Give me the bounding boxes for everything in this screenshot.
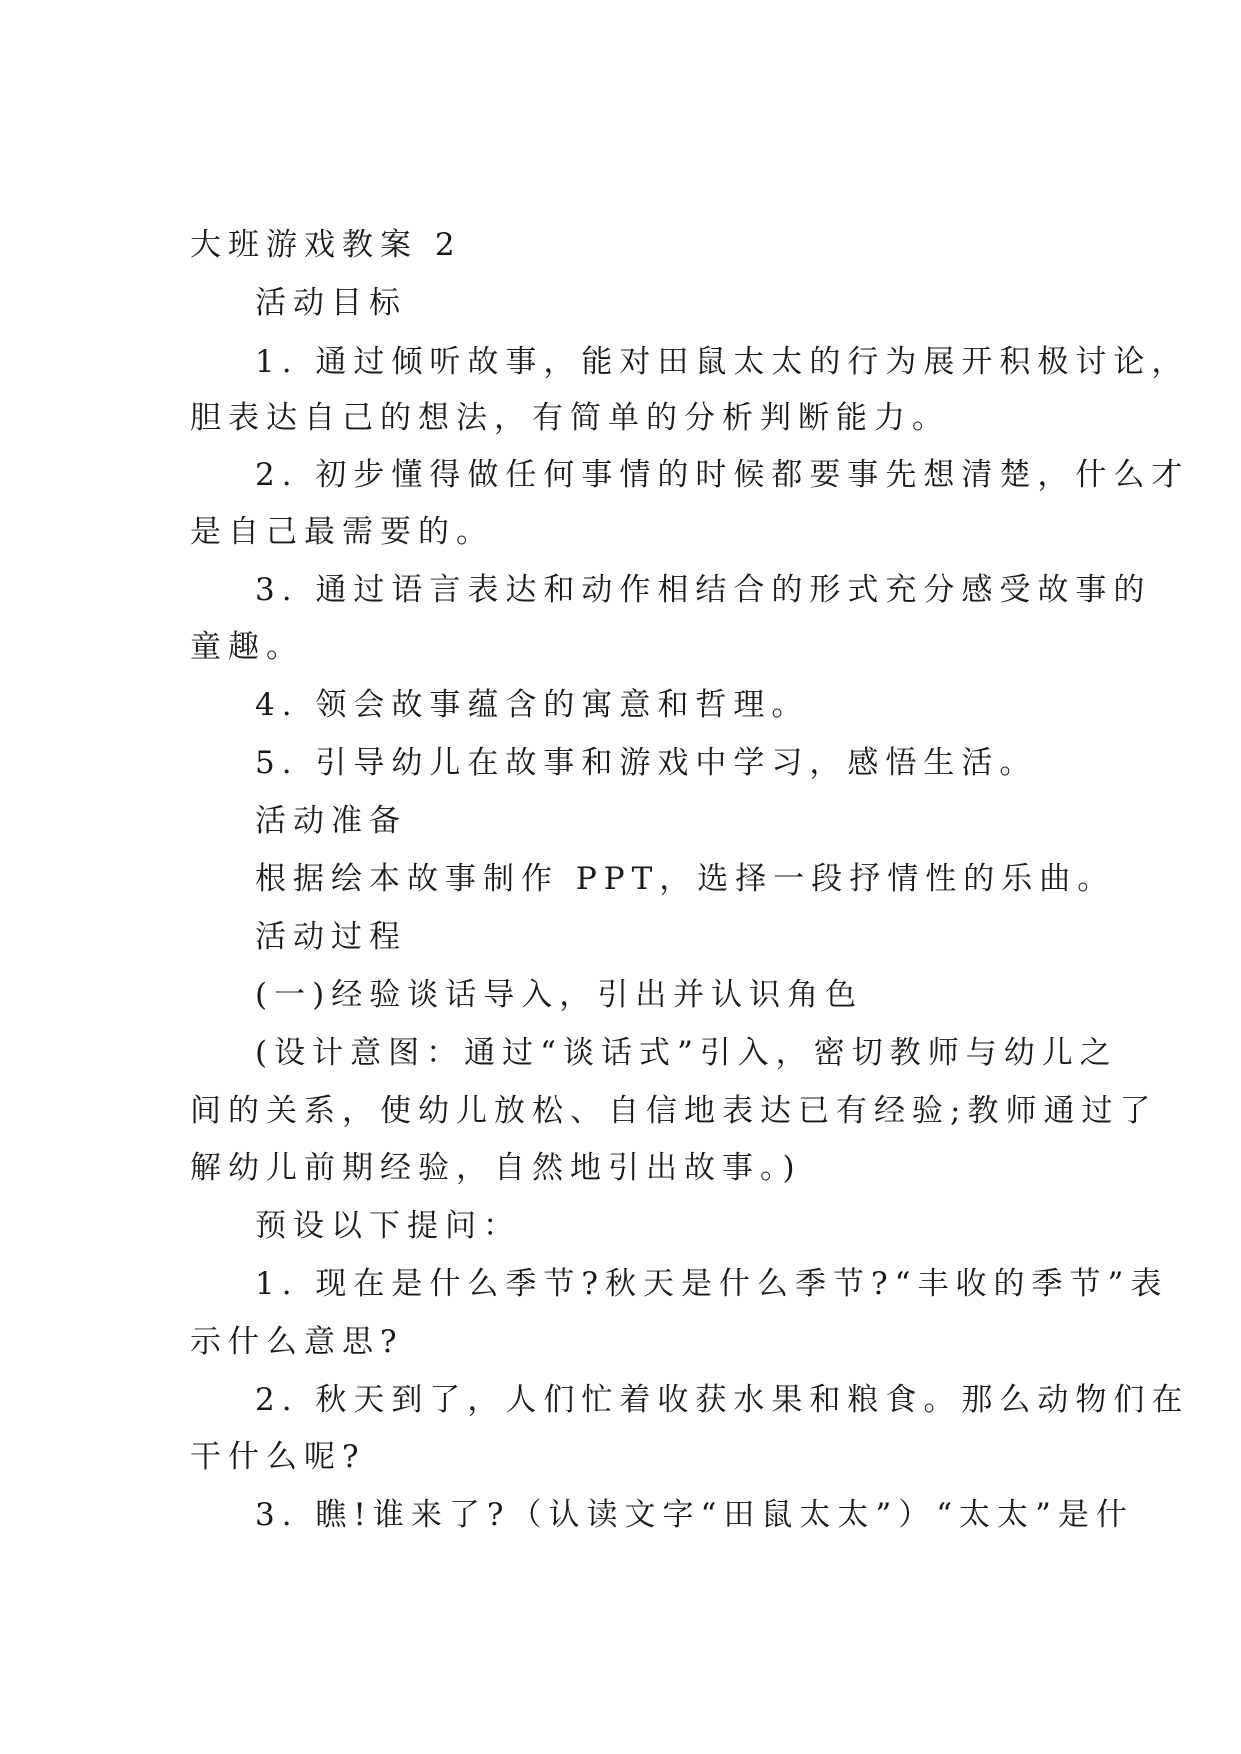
paragraph-line: 1. 通过倾听故事，能对田鼠太太的行为展开积极讨论， [255,344,1190,380]
heading-activity-preparation: 活动准备 [255,803,407,839]
subheading-line: (一)经验谈话导入，引出并认识角色 [255,977,864,1013]
paragraph-line: 2. 初步懂得做任何事情的时候都要事先想清楚，什么才 [255,457,1190,493]
paragraph-line: 是自己最需要的。 [190,514,494,550]
paragraph-line: 4. 领会故事蕴含的寓意和哲理。 [255,687,810,723]
paragraph-line: 根据绘本故事制作 PPT，选择一段抒情性的乐曲。 [255,861,1116,897]
heading-activity-process: 活动过程 [255,919,407,955]
paragraph-line: 1. 现在是什么季节?秋天是什么季节?“丰收的季节”表 [255,1266,1169,1302]
paragraph-line: 解幼儿前期经验，自然地引出故事。) [190,1150,802,1186]
paragraph-line: 示什么意思? [190,1324,404,1360]
paragraph-line: 3. 通过语言表达和动作相结合的形式充分感受故事的 [255,572,1152,608]
paragraph-line: (设计意图：通过“谈话式”引入，密切教师与幼儿之 [255,1035,1118,1071]
paragraph-line: 5. 引导幼儿在故事和游戏中学习，感悟生活。 [255,745,1038,781]
paragraph-line: 童趣。 [190,629,304,665]
paragraph-line: 胆表达自己的想法，有简单的分析判断能力。 [190,400,950,436]
heading-activity-goals: 活动目标 [255,285,407,321]
paragraph-line: 间的关系，使幼儿放松、自信地表达已有经验;教师通过了 [190,1093,1158,1129]
paragraph-line: 预设以下提问： [255,1208,521,1244]
paragraph-line: 3. 瞧!谁来了?（认读文字“田鼠太太”）“太太”是什 [255,1497,1134,1533]
paragraph-line: 干什么呢? [190,1439,366,1475]
paragraph-line: 2. 秋天到了，人们忙着收获水果和粮食。那么动物们在 [255,1382,1190,1418]
document-title: 大班游戏教案 2 [190,227,462,263]
